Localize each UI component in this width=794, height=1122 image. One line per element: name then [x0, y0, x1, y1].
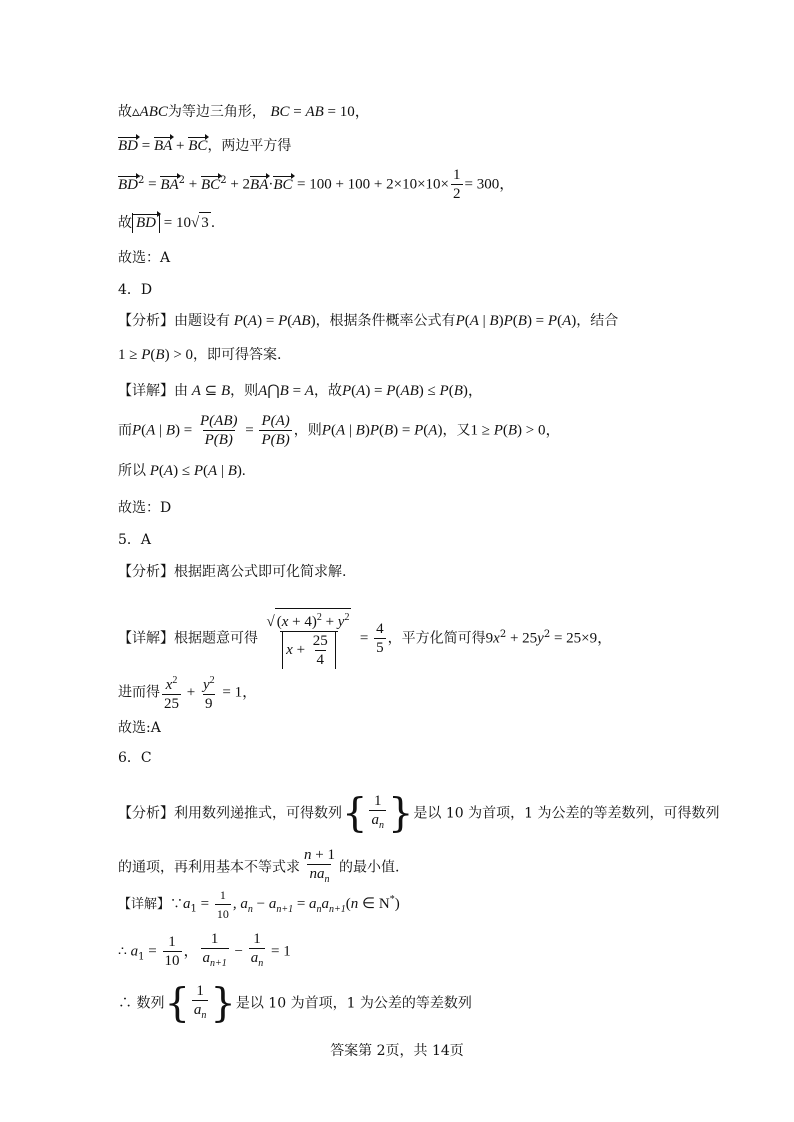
text: 的最小值.	[338, 859, 400, 876]
text-line: 【分析】利用数列递推式，可得数列{ $\frac{1}{a_n}$ }是以 10 为首项，1 为公差的等差数列，可得数列	[118, 790, 720, 837]
question-number: 5．A	[118, 532, 152, 548]
formula-line: 而P(A | B) = $\frac{P(AB)}{P(B)}$ = $\frac{P(A)}{P(B)}$ ，则P(A | B)P(B) = P(A)，又1 ≥ P(B) > 0，	[118, 413, 561, 448]
text: 而	[118, 422, 132, 439]
formula-line: 【详解】$\because a_1$ = $\frac{1}{10}$ , $a_n - a_{n+1} = a_na_{n+1}(n$ ∈ N*)	[118, 888, 400, 921]
text: 【详解】由	[118, 383, 188, 399]
text-line: 【分析】由题设有 P(A) = P(AB)，根据条件概率公式有P(A | B)P(B) = P(A)，结合	[118, 313, 619, 329]
text: ，根据条件概率公式有	[315, 313, 456, 329]
formula-line: 进而得 $\frac{x^2}{25}$ + $\frac{y^2}{9}$ = 1，	[118, 675, 258, 712]
text: 的通项，再利用基本不等式求	[118, 859, 300, 876]
text-line: 【分析】根据距离公式即可化简求解.	[118, 564, 347, 580]
text-line: 故选:A	[118, 720, 161, 736]
text: = 100 + 100 + 2×10×10×	[296, 176, 449, 193]
text-line: ∴ 数列{ $\frac{1}{a_n}$ }是以 10 为首项，1 为公差的等差数列	[118, 980, 472, 1027]
text: = 300，	[464, 176, 515, 193]
text: 为等边三角形，	[167, 104, 266, 120]
text: ，即可得答案.	[193, 347, 282, 363]
text: 进而得	[118, 684, 160, 701]
text: ，则	[293, 422, 322, 439]
text: 【详解】∵	[118, 897, 184, 912]
text-line: 1 ≥ P(B) > 0，即可得答案.	[118, 347, 282, 363]
text-line: 的通项，再利用基本不等式求 $\frac{n + 1}{na_n}$ 的最小值.	[118, 846, 399, 889]
text: 故	[118, 104, 132, 120]
text: ，结合	[576, 313, 619, 329]
page-footer: 答案第 2页，共 14页	[330, 1043, 464, 1059]
text-line: 故选：A	[118, 250, 171, 266]
question-number: 6．C	[118, 750, 152, 766]
text: ∴ 数列	[118, 995, 165, 1012]
text-line: 故▵ABC为等边三角形， BC = AB = 10，	[118, 104, 370, 120]
text: ，则	[230, 383, 259, 399]
text-line: 【详解】由 A ⊆ B，则A⋂B = A，故P(A) = P(AB) ≤ P(B)，	[118, 383, 483, 399]
text: ，平方化简可得	[387, 630, 486, 647]
text: 【分析】利用数列递推式，可得数列	[118, 805, 342, 822]
formula-line: 【详解】根据题意可得 √ $(x + 4)^2 + y^2$ x + $\frac{25}{4}$ = $\frac{4}{5}$ ，平方化简可得$9x^2 + 25y^2 = 25\times 9$，	[118, 608, 612, 669]
question-number: 4．D	[118, 282, 153, 298]
text: 是以 10 为首项，1 为公差的等差数列，可得数列	[413, 805, 720, 822]
text: 【详解】根据题意可得	[118, 630, 258, 647]
text-line: 所以 P(A) ≤ P(A | B).	[118, 463, 246, 479]
text: ，两边平方得	[207, 138, 292, 154]
text: ∴	[118, 943, 127, 960]
text: ，又	[442, 422, 471, 439]
text-line: 故 BD = 10√ 3 .	[118, 212, 215, 233]
text: ，故	[313, 383, 342, 399]
text: 是以 10 为首项，1 为公差的等差数列	[235, 995, 472, 1012]
formula-line: ∴ $a_1$ = $\frac{1}{10}$ ， $\frac{1}{a_{n+1}}$ − $\frac{1}{a_n}$ = 1	[118, 930, 291, 973]
text-line: 故选：D	[118, 500, 172, 516]
text: 【分析】由题设有	[118, 313, 230, 329]
formula-line: $BD^2 = BA^2 + BC^2 + 2BA\cdot BC = 100 + 100 + 2\times 10\times 10\times$ $\frac{1}{2}$ = 300，	[118, 167, 515, 202]
text: 故	[118, 215, 132, 231]
text: 所以	[118, 463, 146, 479]
text-line: BD = BA + BC，两边平方得	[118, 138, 292, 154]
